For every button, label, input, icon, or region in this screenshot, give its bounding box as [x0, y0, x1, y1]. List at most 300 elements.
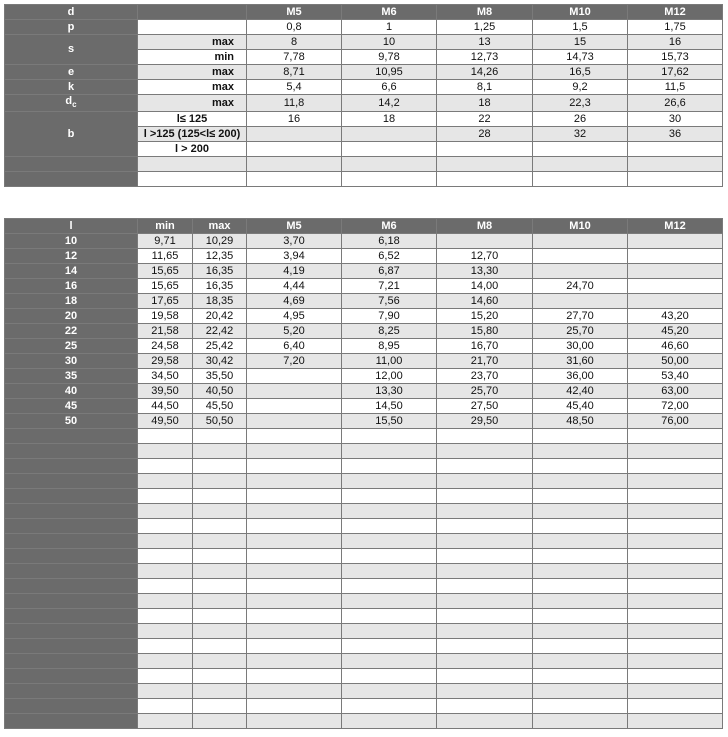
cell-min: 11,65 — [138, 249, 193, 264]
cell-min: 15,65 — [138, 264, 193, 279]
cell — [437, 459, 533, 474]
cell — [628, 234, 723, 249]
cell: 4,69 — [247, 294, 342, 309]
cell: 15,50 — [342, 414, 437, 429]
cell — [533, 639, 628, 654]
cell: 6,40 — [247, 339, 342, 354]
cell — [138, 564, 193, 579]
cell — [247, 489, 342, 504]
cell: 31,60 — [533, 354, 628, 369]
cell — [247, 564, 342, 579]
cell — [628, 142, 723, 157]
col-header: M5 — [247, 5, 342, 20]
cell: 21,70 — [437, 354, 533, 369]
cell-max: 45,50 — [193, 399, 247, 414]
cell: 8,95 — [342, 339, 437, 354]
table-row — [5, 354, 723, 369]
cell: 12,00 — [342, 369, 437, 384]
row-label: k — [5, 80, 138, 95]
cell — [247, 549, 342, 564]
row-label — [5, 579, 138, 594]
table-row — [5, 279, 723, 294]
row-label — [5, 684, 138, 699]
cell — [533, 474, 628, 489]
cell — [247, 714, 342, 729]
row-p — [5, 20, 723, 35]
col-header-min: min — [138, 219, 193, 234]
empty-row — [5, 714, 723, 729]
cell: 72,00 — [628, 399, 723, 414]
cell — [533, 294, 628, 309]
cell — [628, 654, 723, 669]
cell — [193, 594, 247, 609]
row-label — [5, 444, 138, 459]
cell — [342, 639, 437, 654]
cell — [342, 594, 437, 609]
cell — [138, 609, 193, 624]
row-sub: max — [138, 80, 247, 95]
cell — [247, 384, 342, 399]
table-row — [5, 324, 723, 339]
cell — [247, 142, 342, 157]
cell — [342, 142, 437, 157]
table-row — [5, 339, 723, 354]
cell: 30 — [628, 112, 723, 127]
empty-row — [5, 489, 723, 504]
empty-row — [5, 429, 723, 444]
cell — [342, 444, 437, 459]
cell: 22 — [437, 112, 533, 127]
cell: 27,50 — [437, 399, 533, 414]
row-label — [5, 564, 138, 579]
cell-max: 22,42 — [193, 324, 247, 339]
table-row — [5, 234, 723, 249]
cell — [437, 654, 533, 669]
table-row — [5, 309, 723, 324]
col-header: M10 — [533, 219, 628, 234]
cell — [247, 444, 342, 459]
cell — [342, 459, 437, 474]
cell — [342, 474, 437, 489]
cell — [437, 624, 533, 639]
row-label — [5, 624, 138, 639]
row-sub: max — [138, 95, 247, 112]
row-label: 14 — [5, 264, 138, 279]
row-sub: max — [138, 35, 247, 50]
cell — [193, 549, 247, 564]
cell — [437, 142, 533, 157]
cell: 15,80 — [437, 324, 533, 339]
cell — [247, 399, 342, 414]
cell: 53,40 — [628, 369, 723, 384]
cell — [193, 534, 247, 549]
empty-row — [5, 684, 723, 699]
cell — [628, 594, 723, 609]
table-row — [5, 369, 723, 384]
cell — [342, 489, 437, 504]
cell-min: 49,50 — [138, 414, 193, 429]
header-label: l — [5, 219, 138, 234]
cell — [193, 474, 247, 489]
cell — [193, 639, 247, 654]
empty-row — [5, 549, 723, 564]
cell — [342, 549, 437, 564]
cell — [533, 142, 628, 157]
cell — [138, 444, 193, 459]
cell — [342, 714, 437, 729]
cell: 4,95 — [247, 309, 342, 324]
cell — [342, 564, 437, 579]
dimensions-table — [4, 4, 723, 187]
cell — [533, 459, 628, 474]
cell — [247, 669, 342, 684]
cell — [533, 519, 628, 534]
cell — [193, 714, 247, 729]
cell-max: 30,42 — [193, 354, 247, 369]
row-label: 40 — [5, 384, 138, 399]
cell — [193, 429, 247, 444]
row-e — [5, 65, 723, 80]
cell: 45,20 — [628, 324, 723, 339]
cell — [437, 579, 533, 594]
cell: 6,52 — [342, 249, 437, 264]
row-label — [5, 639, 138, 654]
empty-row — [5, 594, 723, 609]
cell — [247, 429, 342, 444]
cell: 8,1 — [437, 80, 533, 95]
cell: 13,30 — [342, 384, 437, 399]
row-label-main: d — [65, 95, 73, 107]
empty-row — [5, 519, 723, 534]
cell — [247, 654, 342, 669]
cell: 15,20 — [437, 309, 533, 324]
cell: 25,70 — [437, 384, 533, 399]
cell — [628, 489, 723, 504]
cell: 5,4 — [247, 80, 342, 95]
cell — [193, 654, 247, 669]
row-b-1 — [5, 112, 723, 127]
cell — [138, 624, 193, 639]
row-label: 20 — [5, 309, 138, 324]
row-label — [5, 654, 138, 669]
cell-max: 12,35 — [193, 249, 247, 264]
cell — [628, 279, 723, 294]
row-label: 35 — [5, 369, 138, 384]
cell-min: 29,58 — [138, 354, 193, 369]
cell-max: 18,35 — [193, 294, 247, 309]
cell — [628, 669, 723, 684]
cell — [533, 249, 628, 264]
cell — [533, 699, 628, 714]
cell — [628, 624, 723, 639]
cell — [138, 639, 193, 654]
row-label: s — [5, 35, 138, 65]
row-label — [5, 95, 138, 112]
cell — [628, 579, 723, 594]
empty-row — [5, 579, 723, 594]
cell — [193, 579, 247, 594]
cell: 23,70 — [437, 369, 533, 384]
cell — [628, 429, 723, 444]
empty-row — [5, 669, 723, 684]
cell: 8,25 — [342, 324, 437, 339]
empty-row — [5, 624, 723, 639]
row-label: 16 — [5, 279, 138, 294]
col-header: M6 — [342, 219, 437, 234]
cell — [193, 564, 247, 579]
empty-row — [5, 474, 723, 489]
cell-min: 19,58 — [138, 309, 193, 324]
header-row — [5, 219, 723, 234]
cell — [533, 564, 628, 579]
cell — [437, 489, 533, 504]
cell: 50,00 — [628, 354, 723, 369]
cell — [342, 519, 437, 534]
col-header-max: max — [193, 219, 247, 234]
cell — [342, 504, 437, 519]
table-row — [5, 249, 723, 264]
cell-max: 25,42 — [193, 339, 247, 354]
cell: 7,90 — [342, 309, 437, 324]
cell: 36 — [628, 127, 723, 142]
cell: 63,00 — [628, 384, 723, 399]
cell — [138, 579, 193, 594]
cell: 11,00 — [342, 354, 437, 369]
empty-row — [5, 534, 723, 549]
cell: 14,26 — [437, 65, 533, 80]
cell — [247, 594, 342, 609]
row-label: 12 — [5, 249, 138, 264]
cell — [342, 429, 437, 444]
cell: 4,19 — [247, 264, 342, 279]
cell — [193, 504, 247, 519]
empty-row — [5, 157, 723, 172]
cell — [533, 534, 628, 549]
cell — [533, 714, 628, 729]
col-header: M10 — [533, 5, 628, 20]
cell — [437, 429, 533, 444]
cell: 15,73 — [628, 50, 723, 65]
cell-min: 34,50 — [138, 369, 193, 384]
cell: 14,00 — [437, 279, 533, 294]
cell: 7,21 — [342, 279, 437, 294]
cell — [247, 474, 342, 489]
cell: 0,8 — [247, 20, 342, 35]
empty-row — [5, 609, 723, 624]
cell — [138, 429, 193, 444]
cell-min: 21,58 — [138, 324, 193, 339]
row-label — [5, 459, 138, 474]
cell: 1,25 — [437, 20, 533, 35]
cell — [533, 504, 628, 519]
cell — [193, 444, 247, 459]
length-table — [4, 218, 723, 729]
row-label: 50 — [5, 414, 138, 429]
cell: 7,56 — [342, 294, 437, 309]
row-label — [5, 549, 138, 564]
cell — [193, 669, 247, 684]
cell — [533, 579, 628, 594]
cell — [533, 444, 628, 459]
cell — [437, 669, 533, 684]
cell — [342, 654, 437, 669]
cell-max: 35,50 — [193, 369, 247, 384]
cell — [628, 534, 723, 549]
cell — [628, 549, 723, 564]
cell — [342, 609, 437, 624]
cell — [247, 639, 342, 654]
empty-row — [5, 504, 723, 519]
cell — [437, 639, 533, 654]
cell — [628, 699, 723, 714]
row-label: e — [5, 65, 138, 80]
header-label: d — [5, 5, 138, 20]
cell-max: 20,42 — [193, 309, 247, 324]
cell — [342, 669, 437, 684]
empty-row — [5, 444, 723, 459]
cell — [247, 127, 342, 142]
cell-max: 16,35 — [193, 264, 247, 279]
empty-row — [5, 654, 723, 669]
row-sub: l≤ 125 — [138, 112, 247, 127]
empty-row — [5, 699, 723, 714]
col-header: M6 — [342, 5, 437, 20]
cell-min: 15,65 — [138, 279, 193, 294]
cell: 11,5 — [628, 80, 723, 95]
cell: 10,95 — [342, 65, 437, 80]
cell: 1,5 — [533, 20, 628, 35]
cell: 28 — [437, 127, 533, 142]
empty-row — [5, 459, 723, 474]
cell: 25,70 — [533, 324, 628, 339]
cell — [533, 669, 628, 684]
cell — [628, 444, 723, 459]
cell: 16,70 — [437, 339, 533, 354]
table-row — [5, 414, 723, 429]
cell — [437, 444, 533, 459]
cell-min: 44,50 — [138, 399, 193, 414]
col-header: M12 — [628, 219, 723, 234]
row-label-subscript: c — [72, 100, 77, 110]
cell: 14,73 — [533, 50, 628, 65]
cell: 14,50 — [342, 399, 437, 414]
row-label — [5, 594, 138, 609]
cell — [138, 489, 193, 504]
cell — [533, 549, 628, 564]
cell — [138, 714, 193, 729]
cell: 17,62 — [628, 65, 723, 80]
row-label: 10 — [5, 234, 138, 249]
cell — [138, 504, 193, 519]
row-label: 45 — [5, 399, 138, 414]
cell: 48,50 — [533, 414, 628, 429]
cell: 3,70 — [247, 234, 342, 249]
cell — [342, 624, 437, 639]
cell — [628, 564, 723, 579]
cell: 30,00 — [533, 339, 628, 354]
cell-min: 24,58 — [138, 339, 193, 354]
cell — [437, 714, 533, 729]
row-label — [5, 699, 138, 714]
cell — [138, 474, 193, 489]
cell: 1 — [342, 20, 437, 35]
cell — [533, 429, 628, 444]
empty-row — [5, 639, 723, 654]
cell — [437, 234, 533, 249]
cell — [437, 504, 533, 519]
cell: 27,70 — [533, 309, 628, 324]
cell — [533, 594, 628, 609]
cell: 32 — [533, 127, 628, 142]
cell: 42,40 — [533, 384, 628, 399]
cell — [193, 699, 247, 714]
cell: 13,30 — [437, 264, 533, 279]
cell — [247, 519, 342, 534]
cell-min: 9,71 — [138, 234, 193, 249]
cell — [342, 699, 437, 714]
row-label: 22 — [5, 324, 138, 339]
cell: 43,20 — [628, 309, 723, 324]
cell: 14,2 — [342, 95, 437, 112]
cell — [533, 624, 628, 639]
row-label — [5, 669, 138, 684]
cell — [437, 699, 533, 714]
cell — [437, 594, 533, 609]
cell: 12,73 — [437, 50, 533, 65]
cell: 7,20 — [247, 354, 342, 369]
cell: 76,00 — [628, 414, 723, 429]
cell — [138, 669, 193, 684]
row-sub: max — [138, 65, 247, 80]
cell-max: 50,50 — [193, 414, 247, 429]
cell — [628, 684, 723, 699]
cell: 29,50 — [437, 414, 533, 429]
cell — [247, 684, 342, 699]
cell — [342, 579, 437, 594]
row-label: 30 — [5, 354, 138, 369]
cell — [437, 684, 533, 699]
cell — [138, 549, 193, 564]
cell: 6,18 — [342, 234, 437, 249]
cell: 16 — [247, 112, 342, 127]
cell-min: 39,50 — [138, 384, 193, 399]
row-sub: l > 200 — [138, 142, 247, 157]
cell: 46,60 — [628, 339, 723, 354]
table-row — [5, 399, 723, 414]
cell: 18 — [342, 112, 437, 127]
cell: 4,44 — [247, 279, 342, 294]
cell — [628, 609, 723, 624]
cell — [193, 609, 247, 624]
cell: 7,78 — [247, 50, 342, 65]
cell — [437, 519, 533, 534]
row-label — [5, 519, 138, 534]
cell: 18 — [437, 95, 533, 112]
row-label — [5, 474, 138, 489]
row-s-max — [5, 35, 723, 50]
row-label: b — [5, 112, 138, 157]
cell — [247, 504, 342, 519]
cell — [247, 624, 342, 639]
cell — [628, 474, 723, 489]
cell: 10 — [342, 35, 437, 50]
cell — [193, 684, 247, 699]
cell — [437, 474, 533, 489]
table-row — [5, 264, 723, 279]
cell: 3,94 — [247, 249, 342, 264]
cell: 36,00 — [533, 369, 628, 384]
cell: 5,20 — [247, 324, 342, 339]
